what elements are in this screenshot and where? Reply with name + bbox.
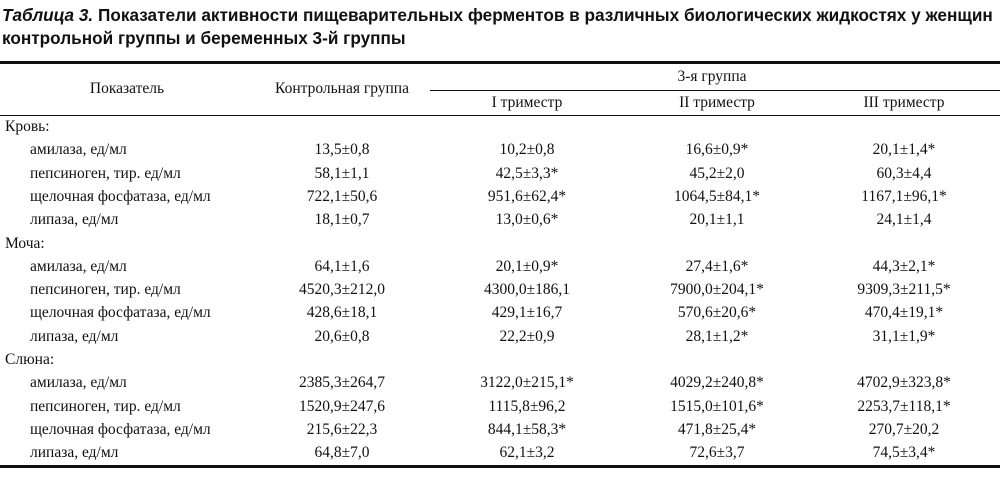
value-cell-t2: 4029,2±240,8* <box>670 374 764 392</box>
section-title: Кровь: <box>5 118 50 135</box>
value-cell-t1: 10,2±0,8 <box>499 141 555 159</box>
value-cell-t3: 4702,9±323,8* <box>857 374 951 392</box>
value-cell-t2: 1064,5±84,1* <box>673 187 761 205</box>
row-label: щелочная фосфатаза, ед/мл <box>30 304 211 322</box>
value-cell-t2: 570,6±20,6* <box>677 304 757 322</box>
value-cell-control: 722,1±50,6 <box>306 187 378 205</box>
value-cell-t1: 3122,0±215,1* <box>480 374 574 392</box>
header-trimester-3: III триместр <box>863 94 945 111</box>
value-cell-t2: 7900,0±204,1* <box>670 281 764 299</box>
header-group-3: 3-я группа <box>677 68 747 85</box>
row-label: щелочная фосфатаза, ед/мл <box>30 420 211 438</box>
value-cell-t1: 4300,0±186,1 <box>483 281 571 299</box>
section-title: Моча: <box>5 234 45 252</box>
value-cell-t1: 22,2±0,9 <box>499 327 555 345</box>
row-label: амилаза, ед/мл <box>30 257 127 275</box>
row-label: амилаза, ед/мл <box>30 141 127 159</box>
value-cell-control: 428,6±18,1 <box>306 304 378 322</box>
value-cell-t3: 44,3±2,1* <box>872 257 936 275</box>
row-label: пепсиноген, тир. ед/мл <box>30 397 181 415</box>
value-cell-control: 4520,3±212,0 <box>298 281 386 299</box>
value-cell-t3: 60,3±4,4 <box>876 164 932 182</box>
header-indicator: Показатель <box>89 80 165 97</box>
header-trimester-1: I триместр <box>491 94 563 111</box>
caption-title-part-1: Показатели активности пищеварительных ферментов в различных биологических жидкостях у женщин <box>93 5 993 25</box>
value-cell-t1: 951,6±62,4* <box>487 187 567 205</box>
value-cell-t1: 62,1±3,2 <box>499 444 555 462</box>
value-cell-t3: 31,1±1,9* <box>872 327 936 345</box>
header-control-group: Контрольная группа <box>275 80 409 97</box>
value-cell-t1: 429,1±16,7 <box>491 304 563 322</box>
row-label: пепсиноген, тир. ед/мл <box>30 164 181 182</box>
value-cell-t1: 1115,8±96,2 <box>488 397 566 415</box>
value-cell-t2: 27,4±1,6* <box>685 257 749 275</box>
row-label: пепсиноген, тир. ед/мл <box>30 281 181 299</box>
value-cell-control: 1520,9±247,6 <box>298 397 386 415</box>
section-title: Слюна: <box>5 351 55 368</box>
value-cell-t2: 20,1±1,1 <box>689 211 745 229</box>
value-cell-t3: 9309,3±211,5* <box>857 281 951 299</box>
value-cell-control: 64,1±1,6 <box>314 257 370 275</box>
value-cell-t2: 471,8±25,4* <box>677 420 757 438</box>
value-cell-t2: 16,6±0,9* <box>685 141 749 159</box>
value-cell-control: 215,6±22,3 <box>306 420 378 438</box>
value-cell-t3: 270,7±20,2 <box>868 420 940 438</box>
value-cell-t1: 13,0±0,6* <box>495 211 559 229</box>
value-cell-t3: 24,1±1,4 <box>876 211 932 229</box>
row-label: амилаза, ед/мл <box>30 374 127 392</box>
value-cell-t2: 45,2±2,0 <box>689 164 745 182</box>
value-cell-control: 58,1±1,1 <box>314 164 370 182</box>
header-trimester-2: II триместр <box>679 94 755 111</box>
row-label: липаза, ед/мл <box>30 211 119 229</box>
value-cell-t3: 470,4±19,1* <box>864 304 944 322</box>
value-cell-t1: 42,5±3,3* <box>495 164 559 182</box>
value-cell-t2: 72,6±3,7 <box>689 444 745 462</box>
value-cell-t3: 20,1±1,4* <box>872 141 936 159</box>
value-cell-t3: 2253,7±118,1* <box>857 397 951 415</box>
value-cell-t3: 74,5±3,4* <box>872 444 936 462</box>
value-cell-control: 13,5±0,8 <box>314 141 370 159</box>
row-label: щелочная фосфатаза, ед/мл <box>30 187 211 205</box>
value-cell-t2: 1515,0±101,6* <box>670 397 764 415</box>
value-cell-control: 64,8±7,0 <box>314 444 370 462</box>
row-label: липаза, ед/мл <box>30 444 119 462</box>
value-cell-control: 2385,3±264,7 <box>298 374 386 392</box>
value-cell-t3: 1167,1±96,1* <box>861 187 947 205</box>
value-cell-t2: 28,1±1,2* <box>685 327 749 345</box>
value-cell-t1: 844,1±58,3* <box>487 420 567 438</box>
caption-label: Таблица 3. <box>2 5 94 25</box>
value-cell-control: 18,1±0,7 <box>314 211 370 229</box>
value-cell-control: 20,6±0,8 <box>314 327 370 345</box>
caption-line-2: контрольной группы и беременных 3-й группы <box>2 28 406 48</box>
value-cell-t1: 20,1±0,9* <box>495 257 559 275</box>
row-label: липаза, ед/мл <box>30 327 119 345</box>
